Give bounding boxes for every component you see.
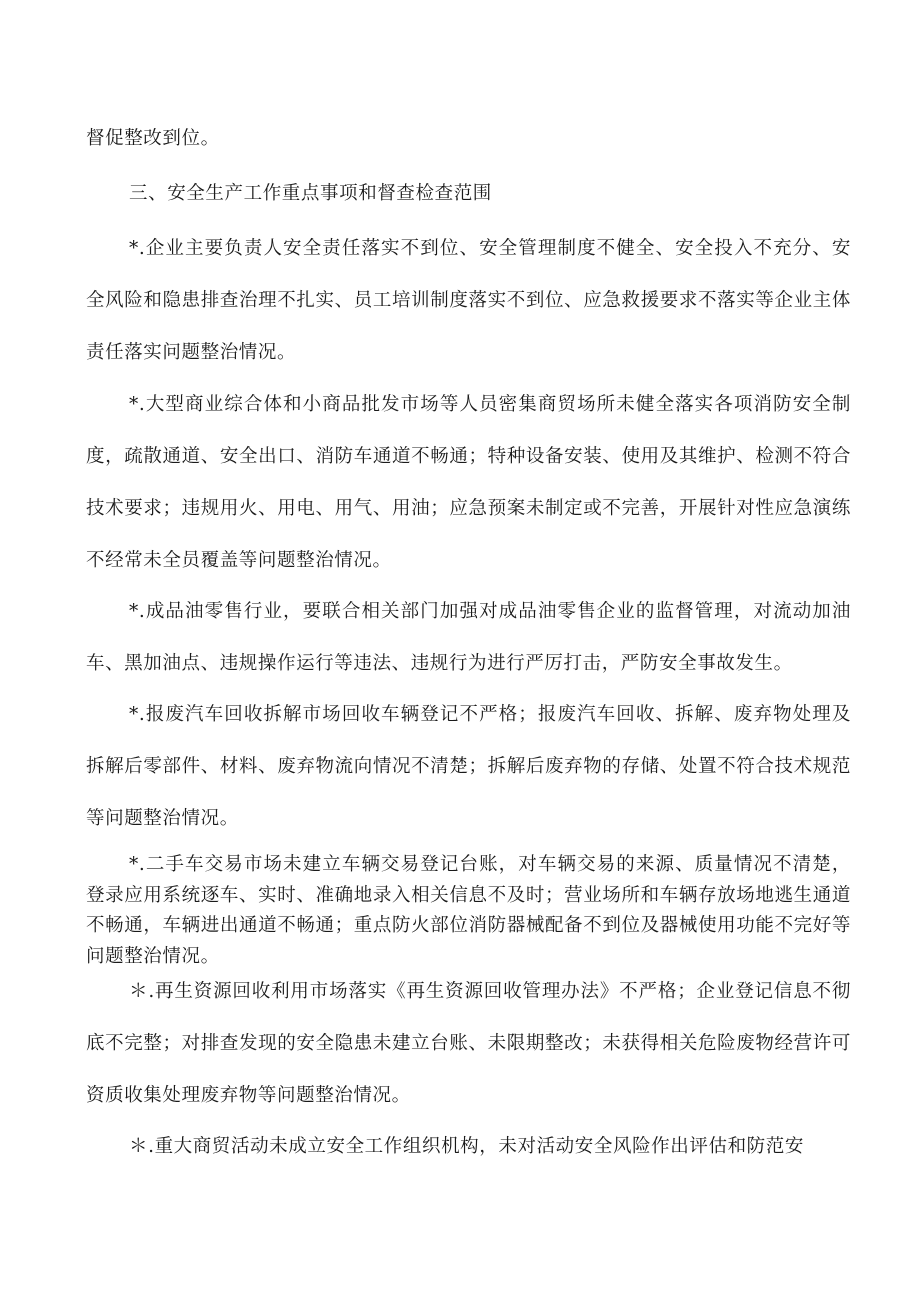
paragraph-recycling-market: ＊.再生资源回收利用市场落实《再生资源回收管理办法》不严格；企业登记信息不彻底不完整；对排查发现的安全隐患未建立台账、未限期整改；未获得相关危险废物经营许可资质收集处理废弃物等问题整治情况。	[86, 981, 851, 1106]
paragraph-scrap-vehicle: *.报废汽车回收拆解市场回收车辆登记不严格；报废汽车回收、拆解、废弃物处理及拆解后零部件、材料、废弃物流向情况不清楚；拆解后废弃物的存储、处置不符合技术规范等问题整治情况。	[86, 704, 851, 829]
paragraph-major-events: ＊.重大商贸活动未成立安全工作组织机构，未对活动安全风险作出评估和防范安	[129, 1136, 804, 1157]
paragraph-commercial-complex: *.大型商业综合体和小商品批发市场等人员密集商贸场所未健全落实各项消防安全制度，疏散通道、安全出口、消防车通道不畅通；特种设备安装、使用及其维护、检测不符合技术要求；违规用火、用电、用气、用油；应急预案未制定或不完善，开展针对性应急演练不经常未全员覆盖等问题整治情况。	[86, 394, 851, 571]
paragraph-used-car-market: *.二手车交易市场未建立车辆交易登记台账，对车辆交易的来源、质量情况不清楚，登录应用系统逐车、实时、准确地录入相关信息不及时；营业场所和车辆存放场地逃生通道不畅通，车辆进出通道不畅通；重点防火部位消防器械配备不到位及器械使用功能不完好等问题整治情况。	[86, 854, 851, 967]
paragraph-oil-retail: *.成品油零售行业，要联合相关部门加强对成品油零售企业的监督管理，对流动加油车、黑加油点、违规操作运行等违法、违规行为进行严厉打击，严防安全事故发生。	[86, 601, 851, 674]
section-heading: 三、安全生产工作重点事项和督查检查范围	[129, 183, 492, 204]
paragraph-continuation: 督促整改到位。	[86, 128, 220, 149]
paragraph-enterprise-responsibility: *.企业主要负责人安全责任落实不到位、安全管理制度不健全、安全投入不充分、安全风险和隐患排查治理不扎实、员工培训制度落实不到位、应急救援要求不落实等企业主体责任落实问题整治情况。	[86, 238, 851, 363]
